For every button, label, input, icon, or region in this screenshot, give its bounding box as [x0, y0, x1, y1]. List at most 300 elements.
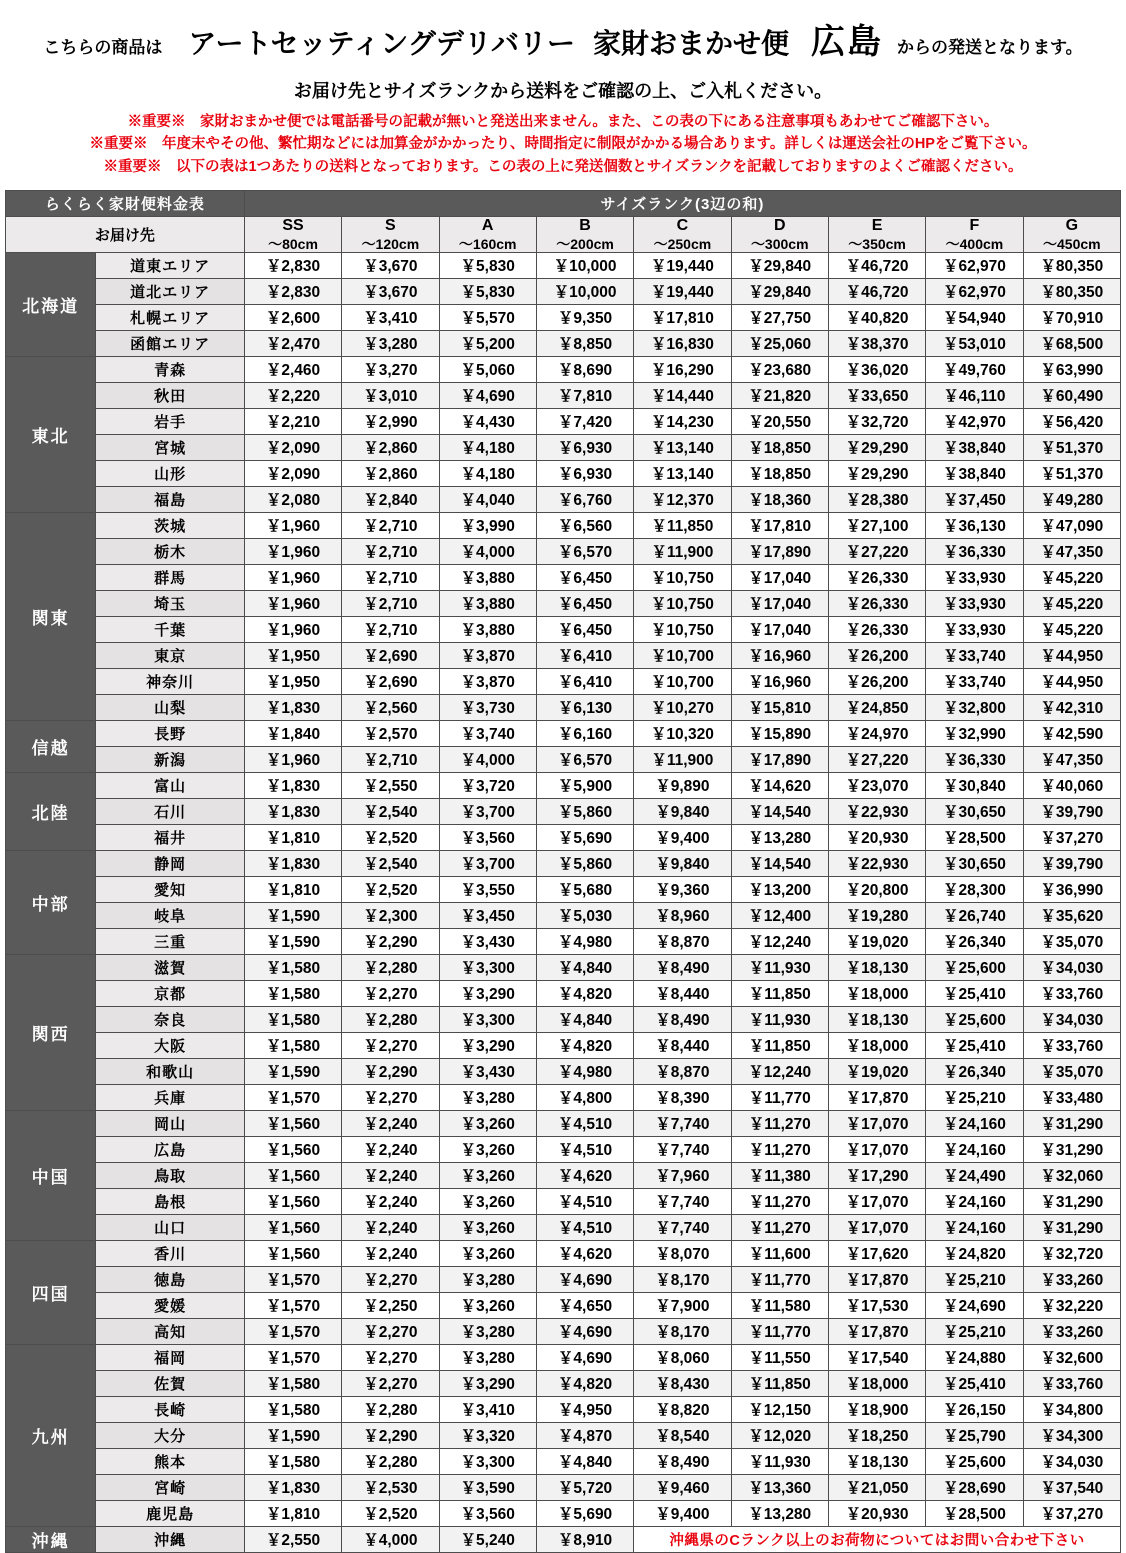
price-cell: ￥2,300 [342, 902, 439, 928]
price-cell: ￥22,930 [828, 798, 925, 824]
price-cell: ￥1,960 [244, 616, 341, 642]
price-cell: ￥3,260 [439, 1162, 536, 1188]
price-cell: ￥2,710 [342, 746, 439, 772]
price-cell: ￥2,540 [342, 850, 439, 876]
price-cell: ￥45,220 [1023, 564, 1120, 590]
fee-table-head [6, 191, 1121, 252]
price-cell: ￥1,960 [244, 564, 341, 590]
price-cell: ￥9,360 [634, 876, 731, 902]
price-cell: ￥33,760 [1023, 980, 1120, 1006]
price-cell: ￥4,180 [439, 434, 536, 460]
price-cell: ￥17,290 [828, 1162, 925, 1188]
price-cell: ￥44,950 [1023, 668, 1120, 694]
price-cell: ￥1,960 [244, 538, 341, 564]
destination-cell: 岐阜 [96, 902, 245, 928]
price-cell: ￥24,160 [926, 1188, 1023, 1214]
price-cell: ￥34,300 [1023, 1422, 1120, 1448]
size-rank-header: サイズランク(3辺の和) [244, 191, 1120, 217]
price-cell: ￥3,450 [439, 902, 536, 928]
price-cell: ￥17,810 [731, 512, 828, 538]
rank-size: ～160cm [458, 235, 517, 252]
price-cell: ￥3,280 [439, 1084, 536, 1110]
price-cell: ￥17,890 [731, 746, 828, 772]
price-cell: ￥8,170 [634, 1318, 731, 1344]
table-row [6, 928, 1121, 954]
price-cell: ￥25,600 [926, 1006, 1023, 1032]
price-cell: ￥2,710 [342, 512, 439, 538]
price-cell: ￥4,620 [536, 1162, 633, 1188]
price-cell: ￥15,890 [731, 720, 828, 746]
price-cell: ￥9,890 [634, 772, 731, 798]
table-title: らくらく家財便料金表 [6, 191, 245, 217]
price-cell: ￥17,870 [828, 1318, 925, 1344]
price-cell: ￥3,590 [439, 1474, 536, 1500]
price-cell: ￥4,620 [536, 1240, 633, 1266]
price-cell: ￥11,850 [731, 1032, 828, 1058]
price-cell: ￥60,490 [1023, 382, 1120, 408]
price-cell: ￥31,290 [1023, 1110, 1120, 1136]
price-cell: ￥4,430 [439, 408, 536, 434]
price-cell: ￥39,790 [1023, 798, 1120, 824]
price-cell: ￥1,830 [244, 1474, 341, 1500]
price-cell: ￥2,080 [244, 486, 341, 512]
price-cell: ￥5,830 [439, 252, 536, 278]
price-cell: ￥34,030 [1023, 1448, 1120, 1474]
price-cell: ￥12,240 [731, 928, 828, 954]
price-cell: ￥14,620 [731, 772, 828, 798]
price-cell: ￥8,440 [634, 980, 731, 1006]
price-cell: ￥10,000 [536, 252, 633, 278]
price-cell: ￥35,070 [1023, 928, 1120, 954]
price-cell: ￥51,370 [1023, 460, 1120, 486]
price-cell: ￥4,180 [439, 460, 536, 486]
price-cell: ￥26,150 [926, 1396, 1023, 1422]
price-cell: ￥3,990 [439, 512, 536, 538]
price-cell: ￥2,210 [244, 408, 341, 434]
price-cell: ￥5,570 [439, 304, 536, 330]
destination-cell: 埼玉 [96, 590, 245, 616]
destination-cell: 富山 [96, 772, 245, 798]
price-cell: ￥1,580 [244, 1370, 341, 1396]
price-cell: ￥33,740 [926, 642, 1023, 668]
destination-cell: 福岡 [96, 1344, 245, 1370]
price-cell: ￥24,160 [926, 1110, 1023, 1136]
price-cell: ￥14,440 [634, 382, 731, 408]
region-cell: 九州 [6, 1344, 96, 1526]
price-cell: ￥7,900 [634, 1292, 731, 1318]
price-cell: ￥25,210 [926, 1084, 1023, 1110]
table-row [6, 876, 1121, 902]
price-cell: ￥1,580 [244, 1448, 341, 1474]
price-cell: ￥47,350 [1023, 746, 1120, 772]
price-cell: ￥7,740 [634, 1188, 731, 1214]
destination-cell: 大阪 [96, 1032, 245, 1058]
price-cell: ￥1,810 [244, 876, 341, 902]
table-row [6, 330, 1121, 356]
price-cell: ￥3,880 [439, 590, 536, 616]
price-cell: ￥3,260 [439, 1110, 536, 1136]
region-cell: 東北 [6, 356, 96, 512]
table-row [6, 1448, 1121, 1474]
price-cell: ￥7,740 [634, 1110, 731, 1136]
price-cell: ￥1,580 [244, 1006, 341, 1032]
price-cell: ￥4,510 [536, 1214, 633, 1240]
price-cell: ￥20,800 [828, 876, 925, 902]
price-cell: ￥30,840 [926, 772, 1023, 798]
price-cell: ￥38,840 [926, 460, 1023, 486]
price-cell: ￥1,560 [244, 1188, 341, 1214]
table-row [6, 720, 1121, 746]
table-row [6, 252, 1121, 278]
price-cell: ￥8,430 [634, 1370, 731, 1396]
price-cell: ￥2,550 [244, 1526, 341, 1552]
price-cell: ￥12,240 [731, 1058, 828, 1084]
destination-cell: 島根 [96, 1188, 245, 1214]
price-cell: ￥1,580 [244, 1396, 341, 1422]
price-cell: ￥2,270 [342, 1266, 439, 1292]
price-cell: ￥17,070 [828, 1110, 925, 1136]
price-cell: ￥3,300 [439, 954, 536, 980]
price-cell: ￥5,060 [439, 356, 536, 382]
fee-table [5, 190, 1121, 1552]
price-cell: ￥32,720 [1023, 1240, 1120, 1266]
price-cell: ￥21,050 [828, 1474, 925, 1500]
price-cell: ￥26,330 [828, 564, 925, 590]
price-cell: ￥25,210 [926, 1318, 1023, 1344]
table-row [6, 824, 1121, 850]
price-cell: ￥62,970 [926, 278, 1023, 304]
price-cell: ￥11,770 [731, 1266, 828, 1292]
price-cell: ￥29,840 [731, 252, 828, 278]
price-cell: ￥1,960 [244, 590, 341, 616]
rank-label: E [871, 217, 883, 235]
price-cell: ￥26,200 [828, 642, 925, 668]
price-cell: ￥38,840 [926, 434, 1023, 460]
price-cell: ￥17,870 [828, 1266, 925, 1292]
price-cell: ￥9,840 [634, 850, 731, 876]
price-cell: ￥2,280 [342, 1006, 439, 1032]
price-cell: ￥2,520 [342, 876, 439, 902]
price-cell: ￥24,690 [926, 1292, 1023, 1318]
price-cell: ￥5,900 [536, 772, 633, 798]
price-cell: ￥80,350 [1023, 252, 1120, 278]
price-cell: ￥33,650 [828, 382, 925, 408]
destination-header: お届け先 [6, 217, 245, 252]
price-cell: ￥33,760 [1023, 1032, 1120, 1058]
price-cell: ￥36,330 [926, 746, 1023, 772]
table-row [6, 434, 1121, 460]
price-cell: ￥24,490 [926, 1162, 1023, 1188]
price-cell: ￥26,740 [926, 902, 1023, 928]
price-cell: ￥17,070 [828, 1136, 925, 1162]
price-cell: ￥17,890 [731, 538, 828, 564]
price-cell: ￥3,880 [439, 564, 536, 590]
table-header-row-2 [6, 217, 1121, 252]
rank-header-c [634, 217, 731, 252]
price-cell: ￥7,960 [634, 1162, 731, 1188]
price-cell: ￥33,260 [1023, 1318, 1120, 1344]
price-cell: ￥4,980 [536, 1058, 633, 1084]
price-cell: ￥13,140 [634, 460, 731, 486]
price-cell: ￥4,840 [536, 954, 633, 980]
destination-cell: 札幌エリア [96, 304, 245, 330]
price-cell: ￥28,500 [926, 824, 1023, 850]
price-cell: ￥2,240 [342, 1240, 439, 1266]
price-cell: ￥19,280 [828, 902, 925, 928]
price-cell: ￥10,320 [634, 720, 731, 746]
price-cell: ￥2,280 [342, 1448, 439, 1474]
price-cell: ￥3,260 [439, 1214, 536, 1240]
price-cell: ￥18,000 [828, 980, 925, 1006]
price-cell: ￥37,270 [1023, 824, 1120, 850]
price-cell: ￥2,860 [342, 434, 439, 460]
price-cell: ￥35,070 [1023, 1058, 1120, 1084]
price-cell: ￥49,760 [926, 356, 1023, 382]
price-cell: ￥21,820 [731, 382, 828, 408]
rank-label: B [579, 217, 591, 235]
price-cell: ￥2,240 [342, 1162, 439, 1188]
table-row [6, 668, 1121, 694]
price-cell: ￥37,540 [1023, 1474, 1120, 1500]
price-cell: ￥68,500 [1023, 330, 1120, 356]
price-cell: ￥4,870 [536, 1422, 633, 1448]
price-cell: ￥18,850 [731, 460, 828, 486]
price-cell: ￥7,740 [634, 1136, 731, 1162]
price-cell: ￥8,390 [634, 1084, 731, 1110]
price-cell: ￥8,820 [634, 1396, 731, 1422]
price-cell: ￥7,740 [634, 1214, 731, 1240]
destination-cell: 青森 [96, 356, 245, 382]
price-cell: ￥3,280 [439, 1318, 536, 1344]
price-cell: ￥9,840 [634, 798, 731, 824]
price-cell: ￥4,650 [536, 1292, 633, 1318]
price-cell: ￥2,270 [342, 1370, 439, 1396]
price-cell: ￥2,280 [342, 954, 439, 980]
price-cell: ￥32,600 [1023, 1344, 1120, 1370]
destination-cell: 道北エリア [96, 278, 245, 304]
table-row [6, 1162, 1121, 1188]
price-cell: ￥32,990 [926, 720, 1023, 746]
price-cell: ￥33,930 [926, 616, 1023, 642]
price-cell: ￥3,720 [439, 772, 536, 798]
table-row [6, 772, 1121, 798]
table-row [6, 1136, 1121, 1162]
price-cell: ￥34,030 [1023, 954, 1120, 980]
rank-header-f [926, 217, 1023, 252]
price-cell: ￥6,410 [536, 642, 633, 668]
price-cell: ￥17,040 [731, 616, 828, 642]
price-cell: ￥3,880 [439, 616, 536, 642]
price-cell: ￥26,340 [926, 1058, 1023, 1084]
price-cell: ￥23,070 [828, 772, 925, 798]
headline-service-name: アートセッティングデリバリー [188, 28, 576, 59]
table-row [6, 538, 1121, 564]
destination-cell: 三重 [96, 928, 245, 954]
price-cell: ￥10,750 [634, 616, 731, 642]
price-cell: ￥36,130 [926, 512, 1023, 538]
destination-cell: 愛知 [96, 876, 245, 902]
price-cell: ￥31,290 [1023, 1214, 1120, 1240]
headline [0, 0, 1126, 67]
price-cell: ￥3,870 [439, 642, 536, 668]
table-row [6, 1526, 1121, 1552]
price-cell: ￥18,130 [828, 954, 925, 980]
destination-cell: 滋賀 [96, 954, 245, 980]
price-cell: ￥8,490 [634, 1448, 731, 1474]
destination-cell: 香川 [96, 1240, 245, 1266]
price-cell: ￥4,690 [536, 1318, 633, 1344]
price-cell: ￥4,510 [536, 1136, 633, 1162]
table-row [6, 1032, 1121, 1058]
price-cell: ￥26,200 [828, 668, 925, 694]
price-cell: ￥4,820 [536, 980, 633, 1006]
price-cell: ￥17,070 [828, 1214, 925, 1240]
destination-cell: 東京 [96, 642, 245, 668]
rank-header-d [731, 217, 828, 252]
price-cell: ￥32,800 [926, 694, 1023, 720]
table-row [6, 1266, 1121, 1292]
table-row [6, 1084, 1121, 1110]
price-cell: ￥4,000 [439, 538, 536, 564]
destination-cell: 秋田 [96, 382, 245, 408]
region-cell: 中国 [6, 1110, 96, 1240]
price-cell: ￥6,570 [536, 538, 633, 564]
table-row [6, 304, 1121, 330]
price-cell: ￥3,410 [342, 304, 439, 330]
price-cell: ￥30,650 [926, 798, 1023, 824]
price-cell: ￥8,850 [536, 330, 633, 356]
price-cell: ￥24,820 [926, 1240, 1023, 1266]
destination-cell: 静岡 [96, 850, 245, 876]
price-cell: ￥16,960 [731, 642, 828, 668]
region-cell: 関西 [6, 954, 96, 1110]
price-cell: ￥11,900 [634, 538, 731, 564]
price-cell: ￥20,550 [731, 408, 828, 434]
price-cell: ￥1,960 [244, 512, 341, 538]
price-cell: ￥33,480 [1023, 1084, 1120, 1110]
price-cell: ￥16,290 [634, 356, 731, 382]
price-cell: ￥5,860 [536, 850, 633, 876]
fee-table-body [6, 252, 1121, 1552]
price-cell: ￥4,040 [439, 486, 536, 512]
price-cell: ￥7,420 [536, 408, 633, 434]
price-cell: ￥11,270 [731, 1136, 828, 1162]
destination-cell: 道東エリア [96, 252, 245, 278]
price-cell: ￥2,270 [342, 1032, 439, 1058]
price-cell: ￥2,830 [244, 252, 341, 278]
price-cell: ￥2,710 [342, 590, 439, 616]
price-cell: ￥14,230 [634, 408, 731, 434]
price-cell: ￥40,820 [828, 304, 925, 330]
price-cell: ￥1,580 [244, 954, 341, 980]
destination-cell: 山口 [96, 1214, 245, 1240]
rank-size: ～450cm [1043, 235, 1101, 252]
price-cell: ￥13,360 [731, 1474, 828, 1500]
price-cell: ￥5,860 [536, 798, 633, 824]
table-row [6, 1370, 1121, 1396]
destination-cell: 山梨 [96, 694, 245, 720]
price-cell: ￥1,830 [244, 798, 341, 824]
price-cell: ￥2,550 [342, 772, 439, 798]
price-cell: ￥27,220 [828, 746, 925, 772]
price-cell: ￥3,320 [439, 1422, 536, 1448]
rank-size: ～120cm [361, 235, 420, 252]
price-cell: ￥2,520 [342, 824, 439, 850]
table-row [6, 1058, 1121, 1084]
rank-size: ～350cm [848, 235, 906, 252]
price-cell: ￥3,430 [439, 1058, 536, 1084]
headline-service-plan: 家財おまかせ便 [593, 28, 790, 59]
warning-line-2: ※重要※ 年度末やその他、繁忙期などには加算金がかかったり、時間指定に制限がかかる場合あります。詳しくは運送会社のHPをご覧下さい。 [89, 136, 1037, 153]
price-cell: ￥54,940 [926, 304, 1023, 330]
table-row [6, 564, 1121, 590]
table-header-row-1 [6, 191, 1121, 217]
price-cell: ￥2,540 [342, 798, 439, 824]
table-row [6, 408, 1121, 434]
price-cell: ￥33,260 [1023, 1266, 1120, 1292]
price-cell: ￥45,220 [1023, 616, 1120, 642]
price-cell: ￥24,970 [828, 720, 925, 746]
price-cell: ￥1,590 [244, 928, 341, 954]
price-cell: ￥3,260 [439, 1292, 536, 1318]
price-cell: ￥17,070 [828, 1188, 925, 1214]
price-cell: ￥4,510 [536, 1188, 633, 1214]
price-cell: ￥70,910 [1023, 304, 1120, 330]
price-cell: ￥6,560 [536, 512, 633, 538]
table-row [6, 1474, 1121, 1500]
price-cell: ￥56,420 [1023, 408, 1120, 434]
region-cell: 北陸 [6, 772, 96, 850]
okinawa-inquiry-note: 沖縄県のCランク以上のお荷物についてはお問い合わせ下さい [634, 1526, 1121, 1552]
price-cell: ￥2,090 [244, 434, 341, 460]
price-cell: ￥38,370 [828, 330, 925, 356]
price-cell: ￥2,290 [342, 1058, 439, 1084]
price-cell: ￥2,860 [342, 460, 439, 486]
price-cell: ￥27,750 [731, 304, 828, 330]
price-cell: ￥42,590 [1023, 720, 1120, 746]
price-cell: ￥3,290 [439, 980, 536, 1006]
price-cell: ￥2,710 [342, 616, 439, 642]
destination-cell: 宮城 [96, 434, 245, 460]
destination-cell: 兵庫 [96, 1084, 245, 1110]
price-cell: ￥29,840 [731, 278, 828, 304]
price-cell: ￥14,540 [731, 798, 828, 824]
price-cell: ￥18,130 [828, 1448, 925, 1474]
price-cell: ￥10,000 [536, 278, 633, 304]
price-cell: ￥2,250 [342, 1292, 439, 1318]
price-cell: ￥1,590 [244, 1058, 341, 1084]
table-row [6, 1344, 1121, 1370]
price-cell: ￥18,850 [731, 434, 828, 460]
price-cell: ￥1,810 [244, 824, 341, 850]
table-row [6, 486, 1121, 512]
price-cell: ￥1,830 [244, 772, 341, 798]
price-cell: ￥42,970 [926, 408, 1023, 434]
price-cell: ￥28,500 [926, 1500, 1023, 1526]
table-row [6, 356, 1121, 382]
headline-shipping-origin: 広島 [811, 23, 884, 61]
price-cell: ￥3,260 [439, 1136, 536, 1162]
table-row [6, 642, 1121, 668]
price-cell: ￥33,740 [926, 668, 1023, 694]
price-cell: ￥3,700 [439, 798, 536, 824]
rank-label: C [676, 217, 689, 235]
price-cell: ￥40,060 [1023, 772, 1120, 798]
price-cell: ￥13,140 [634, 434, 731, 460]
price-cell: ￥11,770 [731, 1318, 828, 1344]
price-cell: ￥3,410 [439, 1396, 536, 1422]
price-cell: ￥46,110 [926, 382, 1023, 408]
